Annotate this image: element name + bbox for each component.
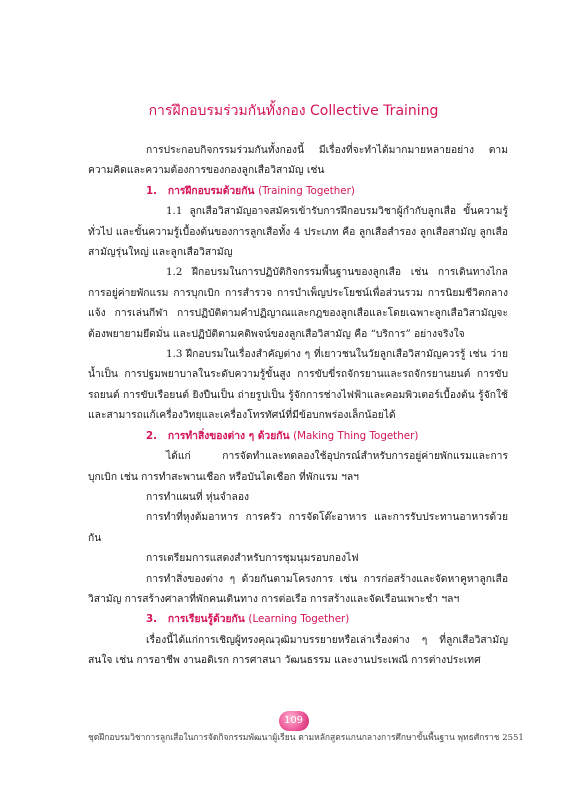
section-title-en: (Learning Together) <box>248 613 350 626</box>
section-2-item: การเตรียมการแสดงสำหรับการชุมนุมรอบกองไฟ <box>146 552 359 565</box>
section-title: การทำสิ่งของต่าง ๆ ด้วยกัน <box>167 429 290 442</box>
intro-paragraph: การประกอบกิจกรรมร่วมกันทั้งกองนี้ มีเรื่องที่จะทำได้มากมายหลายอย่าง ตามความคิดและความต้องการของกองลูกเสือวิสามัญ เช่น <box>88 144 508 177</box>
paragraph-1-2: 1.2 ฝึกอบรมในการปฏิบัติกิจกรรมพื้นฐานของลูกเสือ เช่น การเดินทางไกล การอยู่ค่ายพักแรม การบุกเบิก การสำรวจ การบำเพ็ญประโยชน์เพื่อส่วนรวม การนิยมชีวิตกลางแจ้ง การเล่นกีฬา การปฏิบัติตามคำปฏิญาณและกฎของลูกเสือและโดยเฉพาะลูกเสือวิสามัญจะต้องพยายามยึดมั่น และปฏิบัติตามคติพจน์ของลูกเสือวิสามัญ คือ “บริการ” อย่างจริงใจ <box>88 266 508 340</box>
section-2-item: การทำที่หุงต้มอาหาร การครัว การจัดโต๊ะอาหาร และการรับประทานอาหารด้วยกัน <box>88 511 508 544</box>
section-number: 2. <box>146 429 158 442</box>
section-2-item: การทำแผนที่ หุ่นจำลอง <box>146 490 250 503</box>
section-heading-3 <box>88 609 508 629</box>
section-3-lead: เรื่องนี้ได้แก่การเชิญผู้ทรงคุณวุฒิมาบรรยายหรือเล่าเรื่องต่าง ๆ ที่ลูกเสือวิสามัญสนใจ เช่น การอาชีพ งานอดิเรก การศาสนา วัฒนธรรม และงานประเพณี การต่างประเทศ <box>88 633 508 667</box>
section-number: 1. <box>146 184 158 197</box>
section-heading-1 <box>88 181 508 201</box>
section-title-en: (Training Together) <box>258 184 355 197</box>
section-title: การเรียนรู้ด้วยกัน <box>167 613 245 626</box>
page-footer: ชุดฝึกอบรมวิชาการลูกเสือในการจัดกิจกรรมพัฒนาผู้เรียน ตามหลักสูตรแกนกลางการศึกษาขั้นพื้นฐาน พุทธศักราช 2551 <box>88 733 524 743</box>
document-body <box>88 140 508 671</box>
section-heading-2 <box>88 426 508 446</box>
section-2-lead: ได้แก่ การจัดทำและทดลองใช้อุปกรณ์สำหรับการอยู่ค่ายพักแรมและการบุกเบิก เช่น การทำสะพานเชือก หรือบันไดเชือก ที่พักแรม ฯลฯ <box>88 450 508 483</box>
page-title: การฝึกอบรมร่วมกันทั้งกอง Collective Training <box>148 103 439 119</box>
page-number-badge: 109 <box>279 711 309 731</box>
section-number: 3. <box>146 613 158 626</box>
section-2-item: การทำสิ่งของต่าง ๆ ด้วยกันตามโครงการ เช่น การก่อสร้างและจัดหาคูหาลูกเสือวิสามัญ การสร้างศาลาที่พักคนเดินทาง การต่อเรือ การสร้างและจัดเรือนเพาะชำ ฯลฯ <box>88 572 508 605</box>
section-title: การฝึกอบรมด้วยกัน <box>167 184 255 197</box>
section-title-en: (Making Thing Together) <box>293 429 419 442</box>
paragraph-1-3: 1.3 ฝึกอบรมในเรื่องสำคัญต่าง ๆ ที่เยาวชนในวัยลูกเสือวิสามัญควรรู้ เช่น ว่ายน้ำเป็น การปฐมพยาบาลในระดับความรู้ขั้นสูง การขับขี่รถจักรยานและรถจักรยานยนต์ การขับรถยนต์ การขับเรือยนต์ ยิงปืนเป็น ถ่ายรูปเป็น รู้จักการช่างไฟฟ้าและคอมพิวเตอร์เบื้องต้น รู้จักใช้และสามารถแก้เครื่องวิทยุและเครื่องโทรทัศน์ที่มีข้อบกพร่องเล็กน้อยได้ <box>88 348 508 422</box>
paragraph-1-1: 1.1 ลูกเสือวิสามัญอาจสมัครเข้ารับการฝึกอบรมวิชาผู้กำกับลูกเสือ ขั้นความรู้ทั่วไป และขั้นความรู้เบื้องต้นของการลูกเสือทั้ง 4 ประเภท คือ ลูกเสือสำรอง ลูกเสือสามัญ ลูกเสือสามัญรุ่นใหญ่ และลูกเสือวิสามัญ <box>88 205 508 259</box>
page-number-area <box>0 708 587 731</box>
